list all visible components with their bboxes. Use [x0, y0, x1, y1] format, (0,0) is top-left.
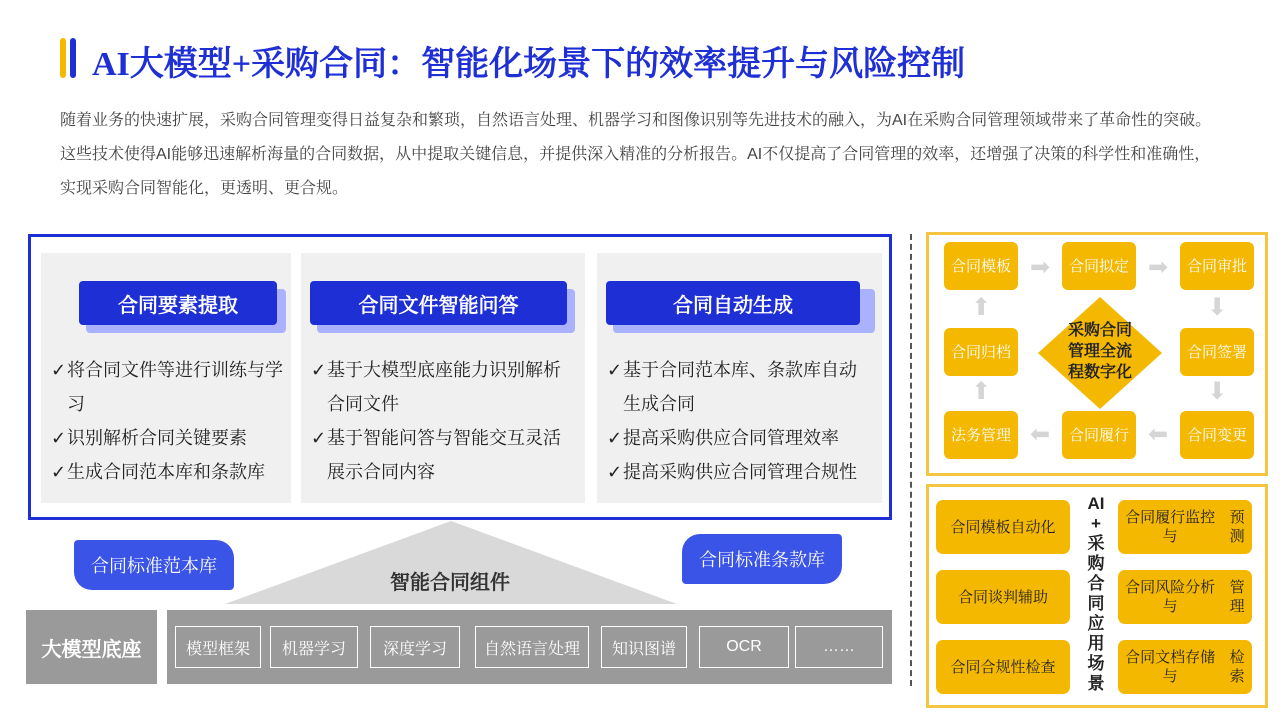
check-icon: ✓: [311, 428, 327, 448]
arrow-left-icon: ⬅: [1148, 421, 1169, 448]
column-title: 合同要素提取: [79, 281, 277, 325]
node-contract-performance: 合同 履行: [1062, 411, 1136, 459]
intro-paragraph: 随着业务的快速扩展，采购合同管理变得日益复杂和繁琐，自然语言处理、机器学习和图像识别等先进技术的融入，为AI在采购合同管理领域带来了革命性的突破。这些技术使得AI能够迅速解析海量的合同数据，从中提取关键信息，并提供深入精准的分析报告。AI不仅提高了合同管理的效率，还增强了决策的科学性和准确性，实现采购合同智能化，更透明、更合规。: [60, 112, 1212, 197]
arrow-right-icon: ➡: [1148, 254, 1169, 281]
node-contract-change: 合同 变更: [1180, 411, 1254, 459]
node-contract-signing: 合同 签署: [1180, 328, 1254, 376]
component-label: 智能合同组件: [390, 572, 510, 594]
column-element-extraction: [41, 253, 291, 503]
check-icon: ✓: [607, 428, 623, 448]
base-model-label: 大模型底座: [26, 610, 157, 684]
list-item: ✓生成合同范本库和条款库: [51, 455, 283, 489]
check-icon: ✓: [607, 360, 623, 380]
list-item: ✓提高采购供应合同管理效率: [607, 421, 874, 455]
app-risk-analysis: 合同风险分析与 管理: [1118, 570, 1252, 624]
node-legal-management: 法务 管理: [944, 411, 1018, 459]
tech-item: 深度学习: [370, 626, 460, 668]
tech-item: 自然语言处理: [475, 626, 589, 668]
list-item: ✓识别解析合同关键要素: [51, 421, 283, 455]
section-divider: [910, 234, 912, 686]
check-icon: ✓: [51, 462, 67, 482]
tech-item: OCR: [699, 626, 789, 668]
list-item: ✓提高采购供应合同管理合规性: [607, 455, 874, 489]
column-smart-qa: [301, 253, 585, 503]
arrow-down-icon: ⬇: [1207, 294, 1228, 321]
capability-panel: [28, 234, 892, 520]
app-negotiation-assist: 合同谈判辅助: [936, 570, 1070, 624]
check-icon: ✓: [51, 360, 67, 380]
arrow-up-icon: ⬆: [971, 378, 992, 405]
check-icon: ✓: [311, 360, 327, 380]
app-compliance-check: 合同合规性检查: [936, 640, 1070, 694]
list-item: ✓基于合同范本库、条款库自动生成合同: [607, 353, 874, 421]
template-library-tag: 合同标准范本库: [74, 540, 234, 590]
check-icon: ✓: [51, 428, 67, 448]
page-title: AI大模型+采购合同：智能化场景下的效率提升与风险控制: [92, 46, 966, 83]
tech-item: 机器学习: [270, 626, 358, 668]
column-list: [311, 353, 577, 489]
base-tech-strip: [167, 610, 892, 684]
arrow-down-icon: ⬇: [1207, 378, 1228, 405]
column-list: [607, 353, 874, 489]
list-item: ✓基于大模型底座能力识别解析合同文件: [311, 353, 577, 421]
title-accent-blue: [70, 38, 76, 78]
node-contract-archive: 合同 归档: [944, 328, 1018, 376]
arrow-up-icon: ⬆: [971, 294, 992, 321]
column-auto-generation: [597, 253, 882, 503]
app-template-automation: 合同模板自动化: [936, 500, 1070, 554]
tech-item: ……: [795, 626, 883, 668]
column-list: [51, 353, 283, 489]
app-performance-monitoring: 合同履行监控与 预测: [1118, 500, 1252, 554]
node-contract-template: 合同 模板: [944, 242, 1018, 290]
check-icon: ✓: [607, 462, 623, 482]
arrow-left-icon: ⬅: [1030, 421, 1051, 448]
node-contract-approval: 合同 审批: [1180, 242, 1254, 290]
column-title: 合同文件智能问答: [310, 281, 567, 325]
app-document-storage: 合同文档存储与 检索: [1118, 640, 1252, 694]
center-diamond-label: 采购合同 管理全流 程数字化: [1067, 322, 1132, 381]
tech-item: 知识图谱: [601, 626, 687, 668]
column-title: 合同自动生成: [606, 281, 860, 325]
clause-library-tag: 合同标准条款库: [682, 534, 842, 584]
list-item: ✓基于智能问答与智能交互灵活展示合同内容: [311, 421, 577, 489]
arrow-right-icon: ➡: [1030, 254, 1051, 281]
application-vertical-label: AI + 采 购 合 同 应 用 场 景: [1087, 494, 1105, 693]
tech-item: 模型框架: [175, 626, 261, 668]
title-accent-yellow: [60, 38, 66, 78]
node-contract-draft: 合同 拟定: [1062, 242, 1136, 290]
list-item: ✓将合同文件等进行训练与学习: [51, 353, 283, 421]
